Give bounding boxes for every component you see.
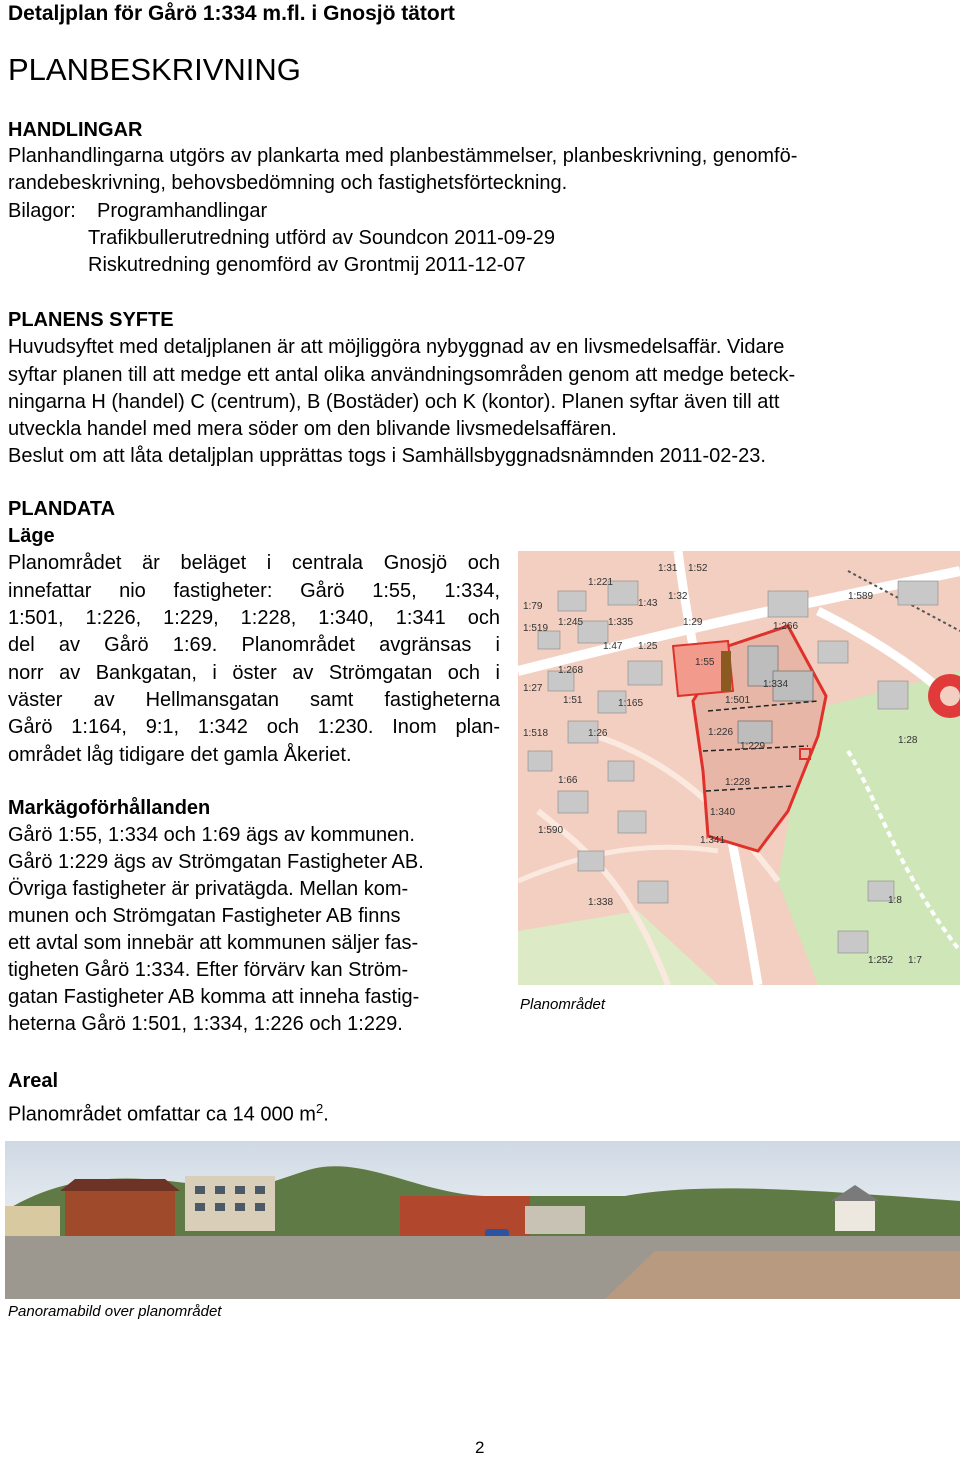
- map-label: 1:7: [908, 955, 922, 966]
- map-caption: Planområdet: [520, 996, 606, 1013]
- areal-text: [8, 1095, 329, 1129]
- map-label: 1:25: [638, 641, 658, 652]
- bilaga-3: Riskutredning genomförd av Grontmij 2011-12-07: [88, 254, 526, 276]
- plot-label-155: 1:55: [695, 657, 715, 668]
- plot-label-1501: 1:501: [725, 695, 751, 706]
- handlingar-heading: HANDLINGAR: [8, 119, 143, 141]
- lage-line: Planområdet är beläget i centrala Gnosjö och: [8, 552, 500, 574]
- lage-line: Gårö 1:164, 9:1, 1:342 och 1:230. Inom plan-: [8, 716, 500, 738]
- plan-map: [518, 551, 960, 985]
- areal-end: .: [323, 1103, 329, 1126]
- syfte-line-2: syftar planen till att medge ett antal olika användningsområden genom att medge beteck-: [8, 364, 796, 386]
- lage-line: norr av Bankgatan, i öster av Strömgatan och i: [8, 662, 500, 684]
- map-label: 1:165: [618, 698, 644, 709]
- lage-heading: Läge: [8, 525, 55, 547]
- mark-line: Övriga fastigheter är privatägda. Mellan kom-: [8, 878, 409, 900]
- bilaga-2: Trafikbullerutredning utförd av Soundcon 2011-09-29: [88, 227, 555, 249]
- plot-label-1226: 1:226: [708, 727, 734, 738]
- lage-line: väster av Hellmansgatan samt fastigheterna: [8, 689, 500, 711]
- map-label: 1:338: [588, 897, 614, 908]
- map-label: 1:590: [538, 825, 564, 836]
- map-label: 1:27: [523, 683, 543, 694]
- mark-line: gatan Fastigheter AB komma att inneha fastig-: [8, 986, 420, 1008]
- map-label: 1:589: [848, 591, 874, 602]
- page-title: PLANBESKRIVNING: [8, 52, 301, 87]
- photo-caption: Panoramabild over planområdet: [8, 1303, 222, 1320]
- map-label: 1:8: [888, 895, 902, 906]
- map-label: 1:26: [588, 728, 608, 739]
- mark-line: munen och Strömgatan Fastigheter AB finns: [8, 905, 401, 927]
- markagoforhallanden-heading: Markägoförhållanden: [8, 797, 211, 819]
- map-label: 1:245: [558, 617, 584, 628]
- syfte-line-1: Huvudsyftet med detaljplanen är att möjliggöra nybyggnad av en livsmedelsaffär. Vidare: [8, 336, 785, 358]
- syfte-line-4: utveckla handel med mera söder om den blivande livsmedelsaffären.: [8, 418, 617, 440]
- map-label: 1:52: [688, 563, 708, 574]
- map-label: 1:32: [668, 591, 688, 602]
- map-label: 1:43: [638, 598, 658, 609]
- map-label: 1:252: [868, 955, 894, 966]
- lage-line: del av Gårö 1:69. Planområdet avgränsas i: [8, 634, 500, 656]
- plot-label-1340: 1:340: [710, 807, 736, 818]
- map-label: 1:518: [523, 728, 549, 739]
- areal-value: Planområdet omfattar ca 14 000 m: [8, 1103, 316, 1126]
- handlingar-line-1: Planhandlingarna utgörs av plankarta med planbestämmelser, planbeskrivning, genomfö-: [8, 145, 798, 167]
- mark-line: Gårö 1:229 ägs av Strömgatan Fastigheter AB.: [8, 851, 424, 873]
- plot-label-1334: 1:334: [763, 679, 789, 690]
- document-header: Detaljplan för Gårö 1:334 m.fl. i Gnosjö tätort: [8, 2, 455, 25]
- mark-line: ett avtal som innebär att kommunen säljer fas-: [8, 932, 419, 954]
- map-label: 1:266: [773, 621, 799, 632]
- plot-label-1228: 1:228: [725, 777, 751, 788]
- mark-line: tigheten Gårö 1:334. Efter förvärv kan Ström-: [8, 959, 409, 981]
- syfte-line-5: Beslut om att låta detaljplan upprättas togs i Samhällsbyggnadsnämnden 2011-02-23.: [8, 445, 766, 467]
- lage-line: 1:501, 1:226, 1:229, 1:228, 1:340, 1:341 och: [8, 607, 500, 629]
- panorama-drawing: [5, 1141, 960, 1299]
- map-label: 1:51: [563, 695, 583, 706]
- mark-line: heterna Gårö 1:501, 1:334, 1:226 och 1:229.: [8, 1013, 403, 1035]
- bilagor-label: Bilagor:: [8, 200, 76, 222]
- map-label: 1:31: [658, 563, 678, 574]
- plan-map-drawing: [518, 551, 960, 985]
- plandata-heading: PLANDATA: [8, 498, 116, 520]
- map-label: 1:47: [603, 641, 623, 652]
- map-label: 1:519: [523, 623, 549, 634]
- panorama-photo: [5, 1141, 960, 1299]
- handlingar-line-2: randebeskrivning, behovsbedömning och fastighetsförteckning.: [8, 172, 568, 194]
- lage-line: innefattar nio fastigheter: Gårö 1:55, 1:334,: [8, 580, 500, 602]
- syfte-line-3: ningarna H (handel) C (centrum), B (Bostäder) och K (kontor). Planen syftar även till att: [8, 391, 780, 413]
- plot-label-1229: 1:229: [740, 741, 766, 752]
- lage-line: området låg tidigare det gamla Åkeriet.: [8, 744, 352, 766]
- map-label: 1:221: [588, 577, 614, 588]
- areal-heading: Areal: [8, 1070, 59, 1092]
- map-label: 1:268: [558, 665, 584, 676]
- map-label: 1:28: [898, 735, 918, 746]
- mark-line: Gårö 1:55, 1:334 och 1:69 ägs av kommunen.: [8, 824, 415, 846]
- map-label: 1:29: [683, 617, 703, 628]
- plot-label-1341: 1:341: [700, 835, 726, 846]
- page-number: 2: [475, 1438, 485, 1457]
- syfte-heading: PLANENS SYFTE: [8, 309, 174, 331]
- map-label: 1:335: [608, 617, 634, 628]
- bilaga-1: Programhandlingar: [97, 200, 268, 222]
- areal-sup: 2: [315, 1101, 324, 1116]
- map-label: 1:79: [523, 601, 543, 612]
- map-label: 1:66: [558, 775, 578, 786]
